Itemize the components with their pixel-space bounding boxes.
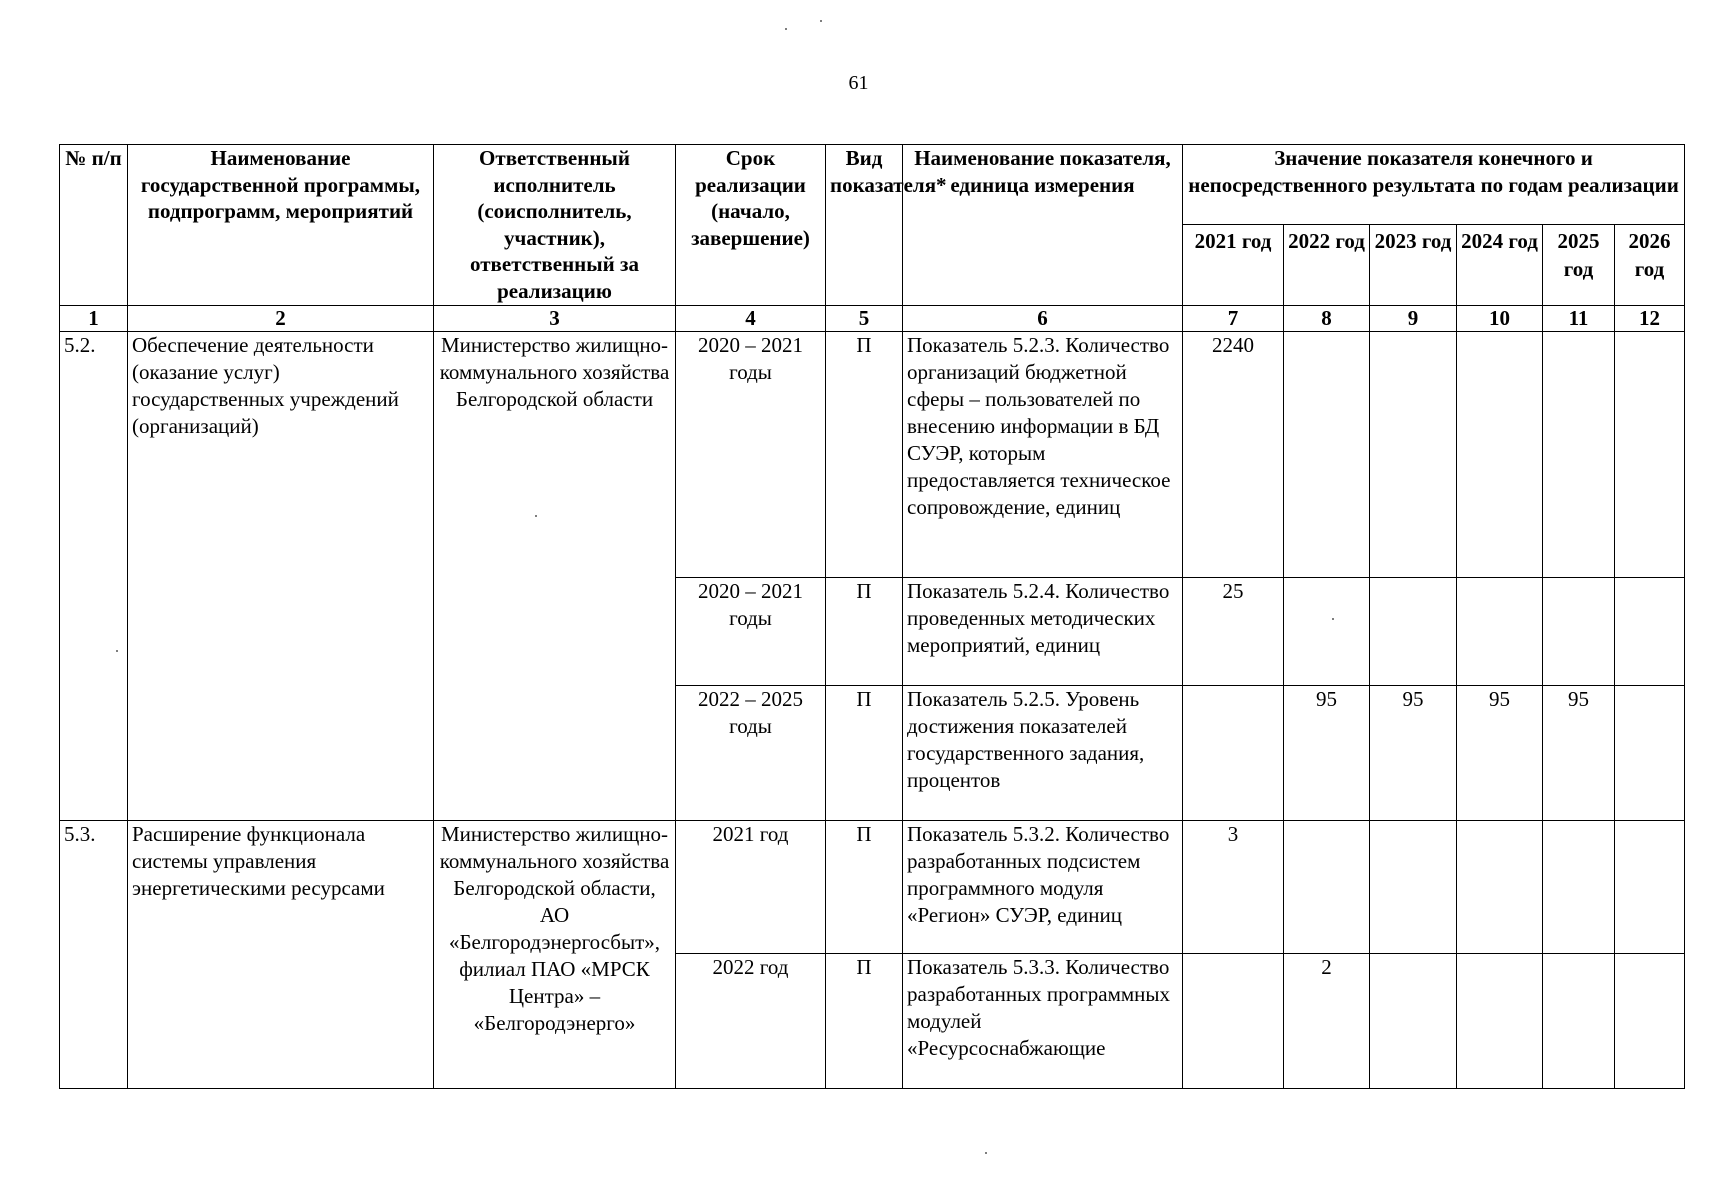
scan-speck — [785, 28, 787, 30]
value-2026 — [1615, 954, 1685, 1089]
header-values: Значение показателя конечного и непосредственного результата по годам реализации — [1183, 145, 1685, 225]
value-2025 — [1543, 332, 1615, 578]
scan-speck — [1332, 618, 1334, 620]
column-number: 11 — [1543, 306, 1615, 332]
value-2023: 95 — [1370, 686, 1457, 821]
indicator-type: П — [826, 578, 903, 686]
value-2021 — [1183, 686, 1284, 821]
header-year: 2026 год — [1615, 225, 1685, 306]
value-2021 — [1183, 954, 1284, 1089]
indicator-name: Показатель 5.2.5. Уровень достижения показателей государственного задания, процентов — [903, 686, 1183, 821]
indicator-name: Показатель 5.3.2. Количество разработанных подсистем программного модуля «Регион» СУЭР, единиц — [903, 821, 1183, 954]
value-2024 — [1457, 954, 1543, 1089]
value-2026 — [1615, 578, 1685, 686]
activity-name: Расширение функционала системы управления энергетическими ресурсами — [128, 821, 434, 1089]
scan-speck — [535, 515, 537, 517]
implementation-term: 2020 – 2021 годы — [676, 578, 826, 686]
indicator-type: П — [826, 954, 903, 1089]
header-year: 2025 год — [1543, 225, 1615, 306]
indicator-name: Показатель 5.2.4. Количество проведенных методических мероприятий, единиц — [903, 578, 1183, 686]
column-number: 1 — [60, 306, 128, 332]
scan-speck — [985, 1152, 987, 1154]
column-number: 6 — [903, 306, 1183, 332]
column-number: 7 — [1183, 306, 1284, 332]
column-number: 4 — [676, 306, 826, 332]
value-2024 — [1457, 332, 1543, 578]
value-2022: 95 — [1284, 686, 1370, 821]
header-year: 2023 год — [1370, 225, 1457, 306]
column-numbers-row — [60, 306, 1685, 332]
row-number: 5.2. — [60, 332, 128, 821]
header-no: № п/п — [60, 145, 128, 306]
header-name: Наименование государственной программы, подпрограмм, мероприятий — [128, 145, 434, 306]
column-number: 8 — [1284, 306, 1370, 332]
responsible-executor: Министерство жилищно-коммунального хозяйства Белгородской области, АО «Белгородэнергосбыт», филиал ПАО «МРСК Центра» – «Белгородэнерго» — [434, 821, 676, 1089]
value-2022 — [1284, 578, 1370, 686]
value-2022: 2 — [1284, 954, 1370, 1089]
header-indicator: Наименование показателя, единица измерения — [903, 145, 1183, 306]
implementation-term: 2021 год — [676, 821, 826, 954]
value-2026 — [1615, 686, 1685, 821]
scan-speck — [820, 20, 822, 22]
implementation-term: 2022 – 2025 годы — [676, 686, 826, 821]
scan-speck — [116, 650, 118, 652]
value-2021: 3 — [1183, 821, 1284, 954]
column-number: 9 — [1370, 306, 1457, 332]
indicator-type: П — [826, 332, 903, 578]
column-number: 10 — [1457, 306, 1543, 332]
value-2025 — [1543, 954, 1615, 1089]
responsible-executor: Министерство жилищно-коммунального хозяйства Белгородской области — [434, 332, 676, 821]
indicator-type: П — [826, 821, 903, 954]
implementation-term: 2020 – 2021 годы — [676, 332, 826, 578]
value-2025 — [1543, 821, 1615, 954]
column-number: 12 — [1615, 306, 1685, 332]
value-2023 — [1370, 332, 1457, 578]
program-table — [59, 144, 1685, 1089]
value-2026 — [1615, 821, 1685, 954]
indicator-name: Показатель 5.3.3. Количество разработанных программных модулей «Ресурсоснабжающие — [903, 954, 1183, 1089]
value-2022 — [1284, 332, 1370, 578]
header-executor: Ответственный исполнитель (соисполнитель, участник), ответственный за реализацию — [434, 145, 676, 306]
value-2021: 25 — [1183, 578, 1284, 686]
page-number: 61 — [848, 72, 869, 94]
header-year: 2024 год — [1457, 225, 1543, 306]
row-number: 5.3. — [60, 821, 128, 1089]
column-number: 3 — [434, 306, 676, 332]
activity-name: Обеспечение деятельности (оказание услуг) государственных учреждений (организаций) — [128, 332, 434, 821]
value-2026 — [1615, 332, 1685, 578]
value-2023 — [1370, 578, 1457, 686]
table-row — [60, 821, 1685, 954]
header-type: Вид показателя* — [826, 145, 903, 306]
header-year: 2021 год — [1183, 225, 1284, 306]
value-2024 — [1457, 821, 1543, 954]
value-2023 — [1370, 954, 1457, 1089]
value-2022 — [1284, 821, 1370, 954]
indicator-name: Показатель 5.2.3. Количество организаций бюджетной сферы – пользователей по внесению информации в БД СУЭР, которым предоставляется техническое сопровождение, единиц — [903, 332, 1183, 578]
value-2025: 95 — [1543, 686, 1615, 821]
table-row — [60, 332, 1685, 578]
value-2024: 95 — [1457, 686, 1543, 821]
column-number: 5 — [826, 306, 903, 332]
value-2021: 2240 — [1183, 332, 1284, 578]
indicator-type: П — [826, 686, 903, 821]
header-year: 2022 год — [1284, 225, 1370, 306]
column-number: 2 — [128, 306, 434, 332]
implementation-term: 2022 год — [676, 954, 826, 1089]
value-2024 — [1457, 578, 1543, 686]
value-2023 — [1370, 821, 1457, 954]
value-2025 — [1543, 578, 1615, 686]
header-term: Срок реализации (начало, завершение) — [676, 145, 826, 306]
